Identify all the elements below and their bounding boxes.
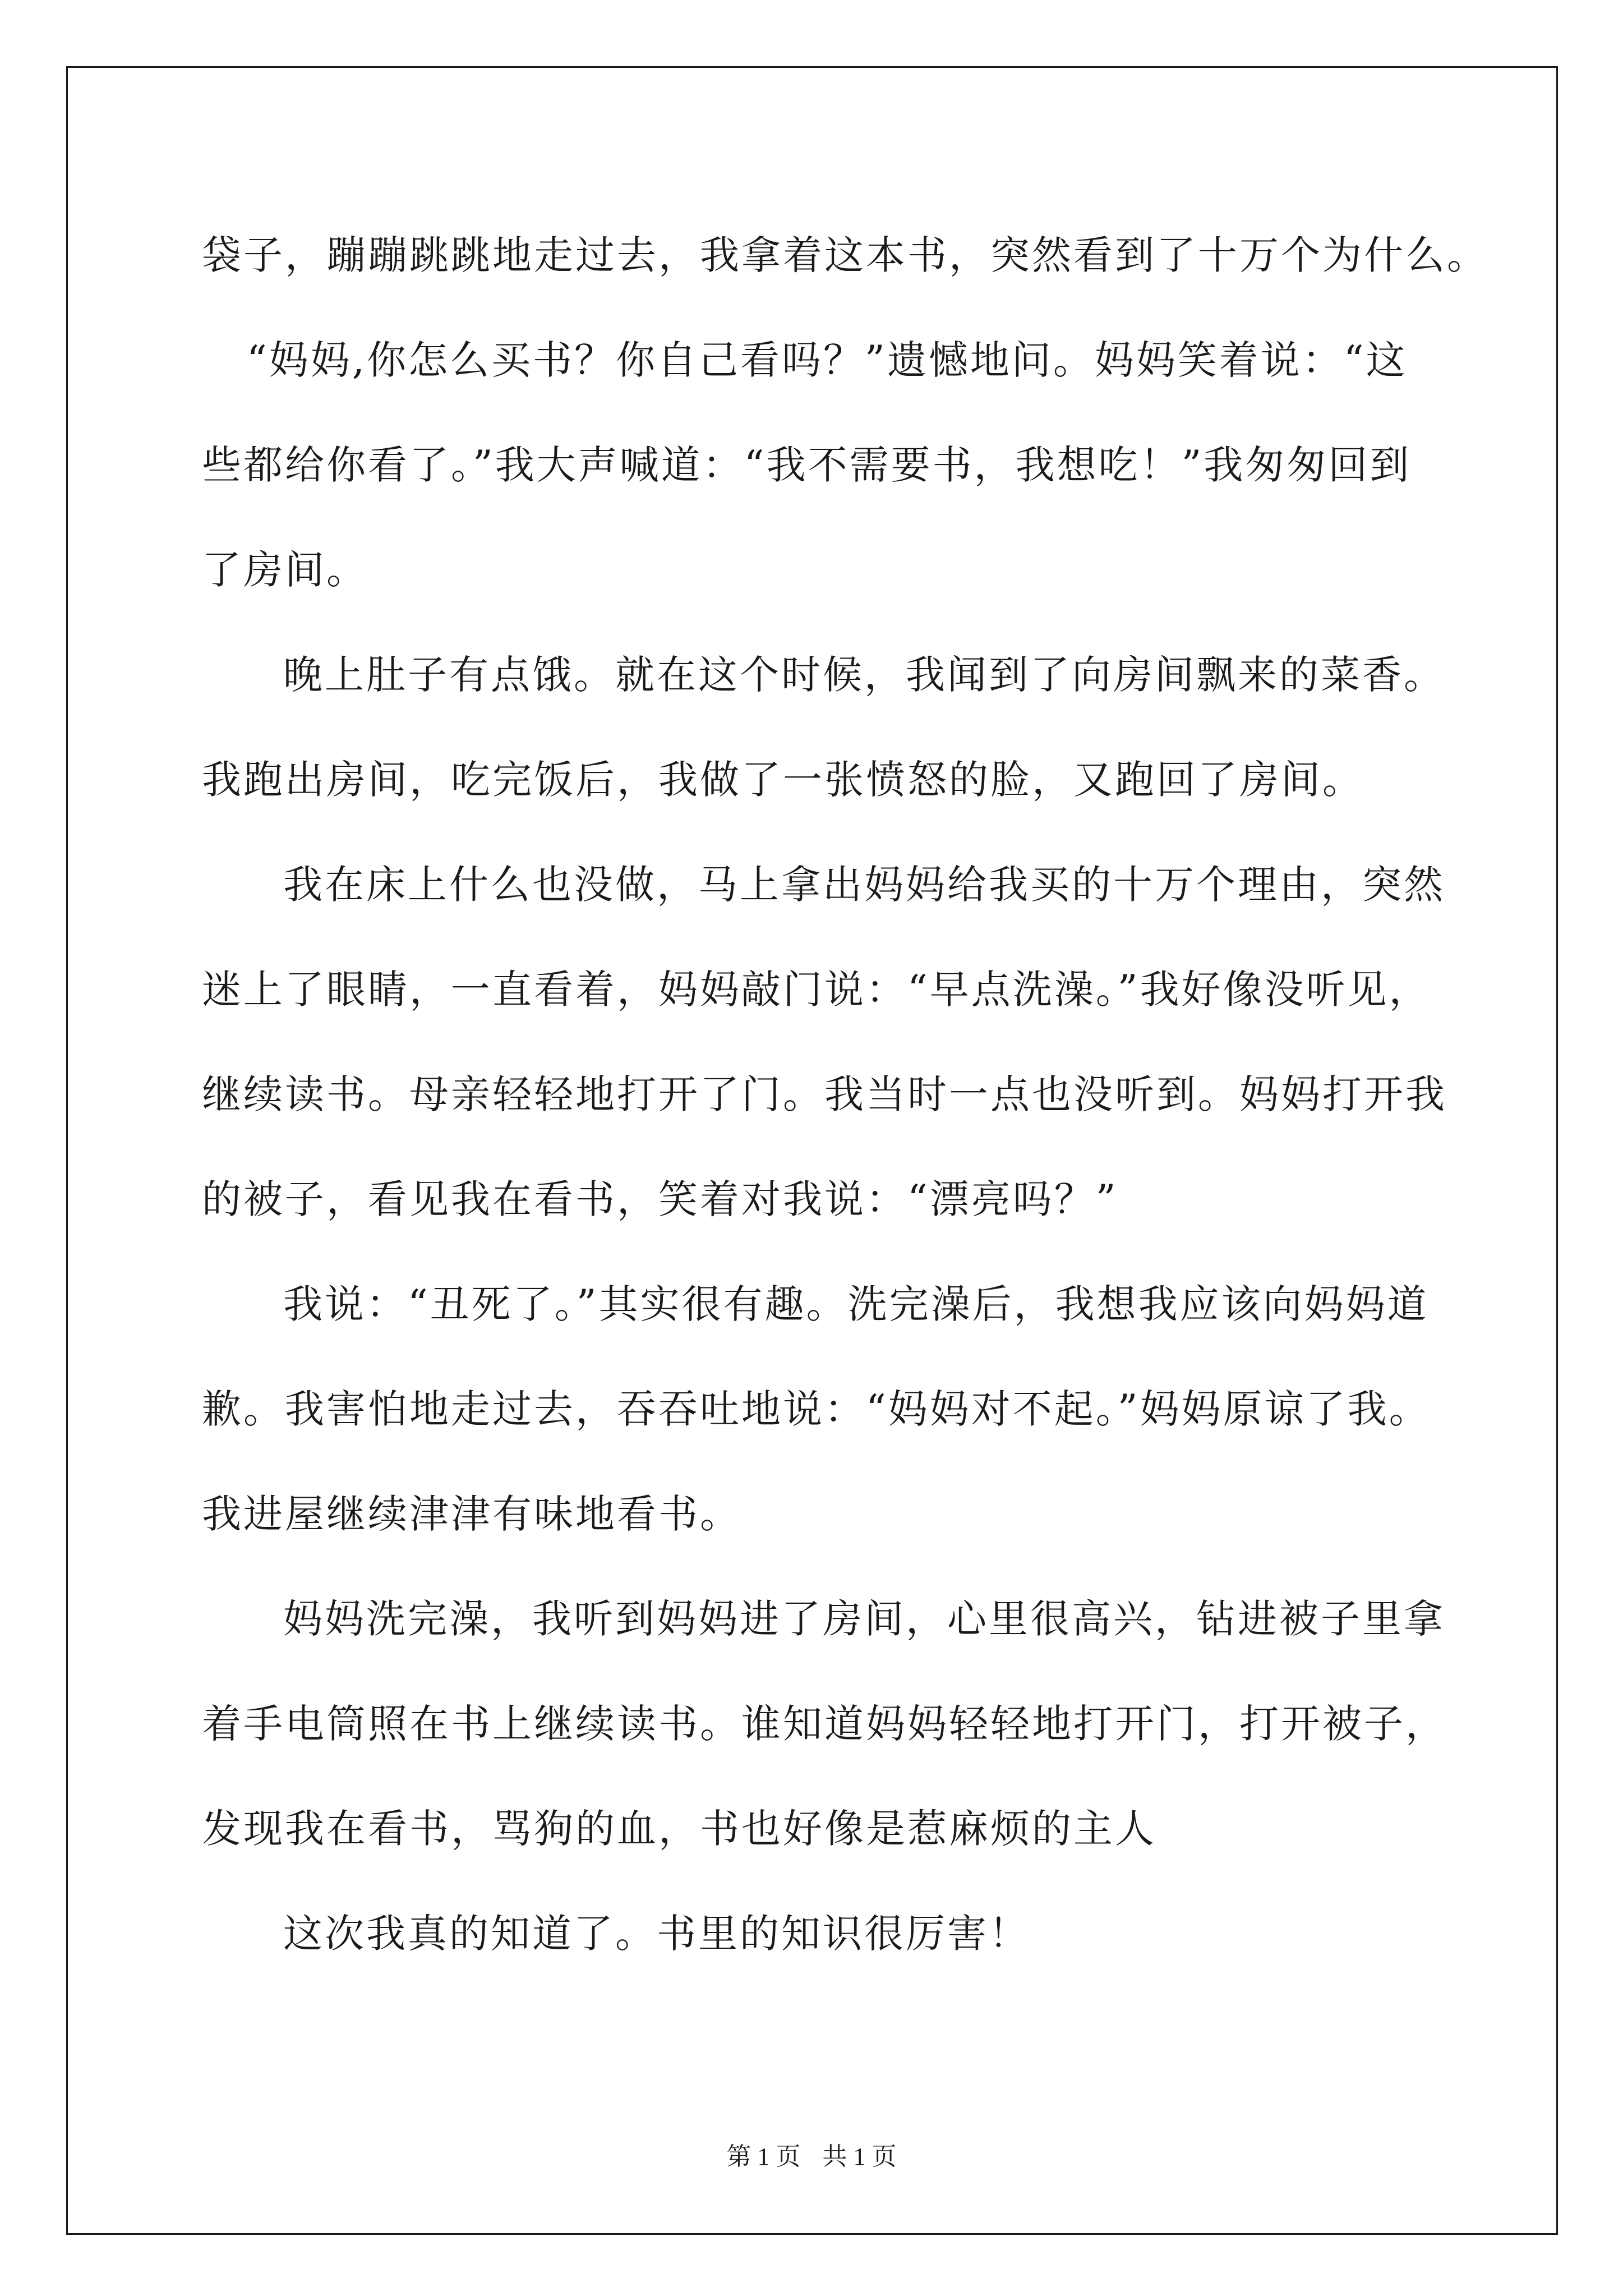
text-line: 妈妈洗完澡，我听到妈妈进了房间，心里很高兴，钻进被子里拿: [283, 1596, 1445, 1642]
text-line: 继续读书。母亲轻轻地打开了门。我当时一点也没听到。妈妈打开我: [202, 1071, 1447, 1117]
text-line: 我在床上什么也没做，马上拿出妈妈给我买的十万个理由，突然: [283, 862, 1445, 908]
text-line: 我说：“丑死了。”其实很有趣。洗完澡后，我想我应该向妈妈道: [283, 1281, 1429, 1327]
text-line: 我跑出房间，吃完饭后，我做了一张愤怒的脸，又跑回了房间。: [202, 757, 1364, 803]
text-line: 我进屋继续津津有味地看书。: [202, 1491, 741, 1537]
text-line: “妈妈,你怎么买书？你自己看吗？”遗憾地问。妈妈笑着说：“这: [247, 337, 1408, 383]
text-line: 的被子，看见我在看书，笑着对我说：“漂亮吗？”: [202, 1176, 1118, 1222]
text-line: 晚上肚子有点饿。就在这个时候，我闻到了向房间飘来的菜香。: [283, 652, 1445, 698]
text-line: 着手电筒照在书上继续读书。谁知道妈妈轻轻地打开门，打开被子，: [202, 1701, 1447, 1747]
page-total: 共 1 页: [822, 2143, 897, 2170]
text-line: 袋子，蹦蹦跳跳地走过去，我拿着这本书，突然看到了十万个为什么。: [202, 232, 1488, 278]
text-line: 这次我真的知道了。书里的知识很厉害！: [283, 1911, 1030, 1957]
text-line: 迷上了眼睛，一直看着，妈妈敲门说：“早点洗澡。”我好像没听见，: [202, 967, 1431, 1013]
text-line: 歉。我害怕地走过去，吞吞吐地说：“妈妈对不起。”妈妈原谅了我。: [202, 1386, 1431, 1432]
text-line: 些都给你看了。”我大声喊道：“我不需要书，我想吃！”我匆匆回到: [202, 442, 1412, 488]
page-footer: [0, 2136, 1623, 2172]
text-line: 了房间。: [202, 547, 368, 593]
text-line: 发现我在看书，骂狗的血，书也好像是惹麻烦的主人: [202, 1806, 1156, 1852]
page-number: 第 1 页: [726, 2143, 801, 2170]
